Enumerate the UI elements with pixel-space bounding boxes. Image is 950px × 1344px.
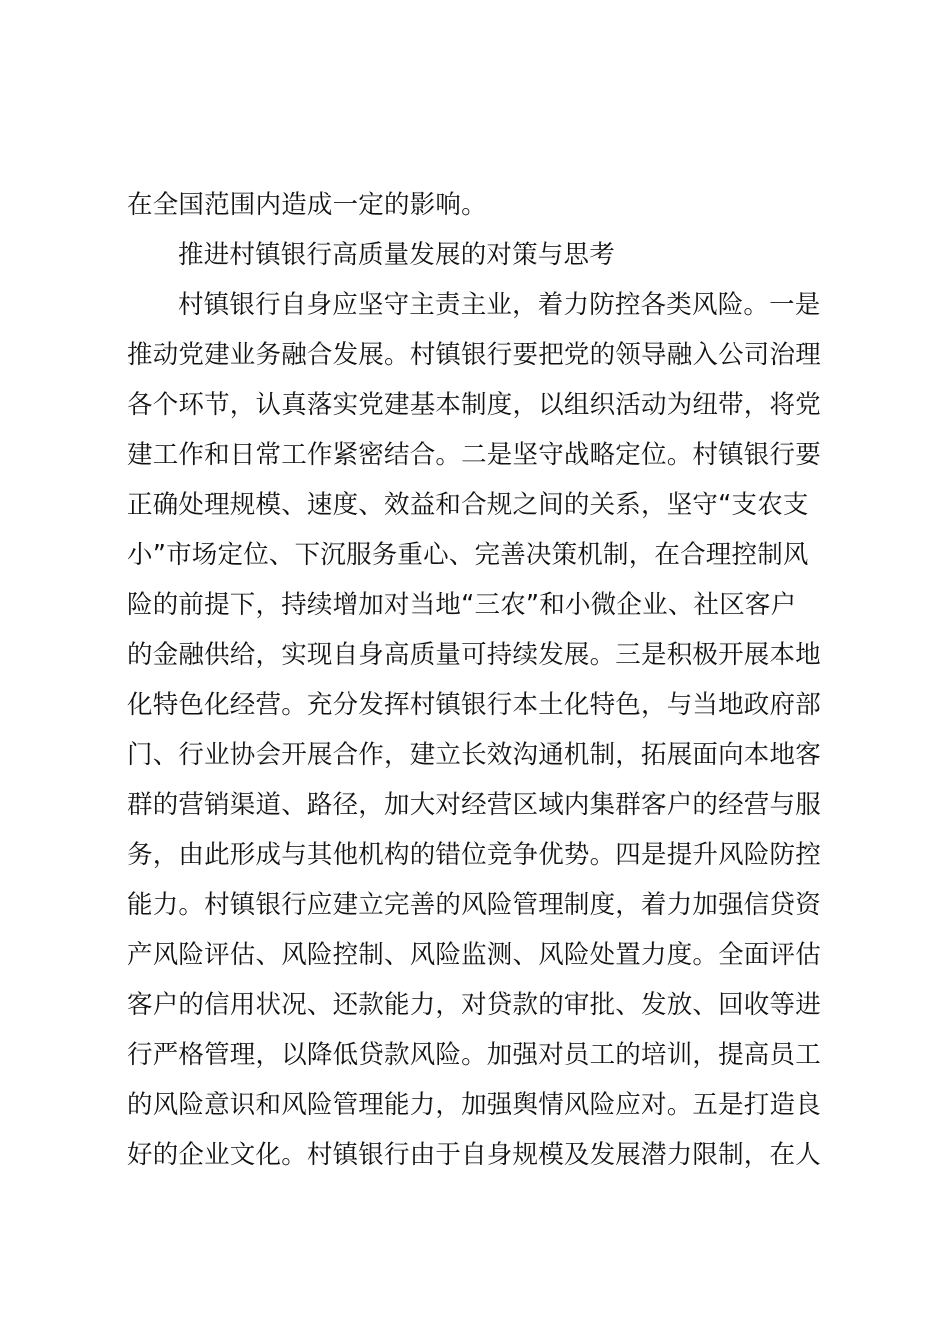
text-line: 村镇银行自身应坚守主责主业，着力防控各类风险。一是	[178, 290, 821, 320]
text-line: 险的前提下，持续增加对当地“三农”和小微企业、社区客户	[127, 590, 797, 620]
text-line: 行严格管理，以降低贷款风险。加强对员工的培训，提高员工	[127, 1040, 821, 1070]
text-line: 建工作和日常工作紧密结合。二是坚守战略定位。村镇银行要	[127, 440, 821, 470]
text-line: 的风险意识和风险管理能力，加强舆情风险应对。五是打造良	[127, 1090, 821, 1120]
text-line: 群的营销渠道、路径，加大对经营区域内集群客户的经营与服	[127, 790, 821, 820]
text-line: 客户的信用状况、还款能力，对贷款的审批、发放、回收等进	[127, 990, 821, 1020]
text-line: 推动党建业务融合发展。村镇银行要把党的领导融入公司治理	[127, 340, 821, 370]
text-line: 在全国范围内造成一定的影响。	[127, 190, 487, 220]
text-line: 正确处理规模、速度、效益和合规之间的关系，坚守“支农支	[127, 490, 809, 520]
text-line: 门、行业协会开展合作，建立长效沟通机制，拓展面向本地客	[127, 740, 821, 770]
text-line: 化特色化经营。充分发挥村镇银行本土化特色，与当地政府部	[127, 690, 821, 720]
text-line: 务，由此形成与其他机构的错位竞争优势。四是提升风险防控	[127, 840, 821, 870]
text-line: 能力。村镇银行应建立完善的风险管理制度，着力加强信贷资	[127, 890, 821, 920]
section-heading: 推进村镇银行高质量发展的对策与思考	[178, 240, 615, 270]
text-line: 好的企业文化。村镇银行由于自身规模及发展潜力限制，在人	[127, 1140, 821, 1170]
text-line: 的金融供给，实现自身高质量可持续发展。三是积极开展本地	[127, 640, 821, 670]
text-line: 产风险评估、风险控制、风险监测、风险处置力度。全面评估	[127, 940, 821, 970]
text-line: 小”市场定位、下沉服务重心、完善决策机制，在合理控制风	[127, 540, 809, 570]
text-line: 各个环节，认真落实党建基本制度，以组织活动为纽带，将党	[127, 390, 821, 420]
